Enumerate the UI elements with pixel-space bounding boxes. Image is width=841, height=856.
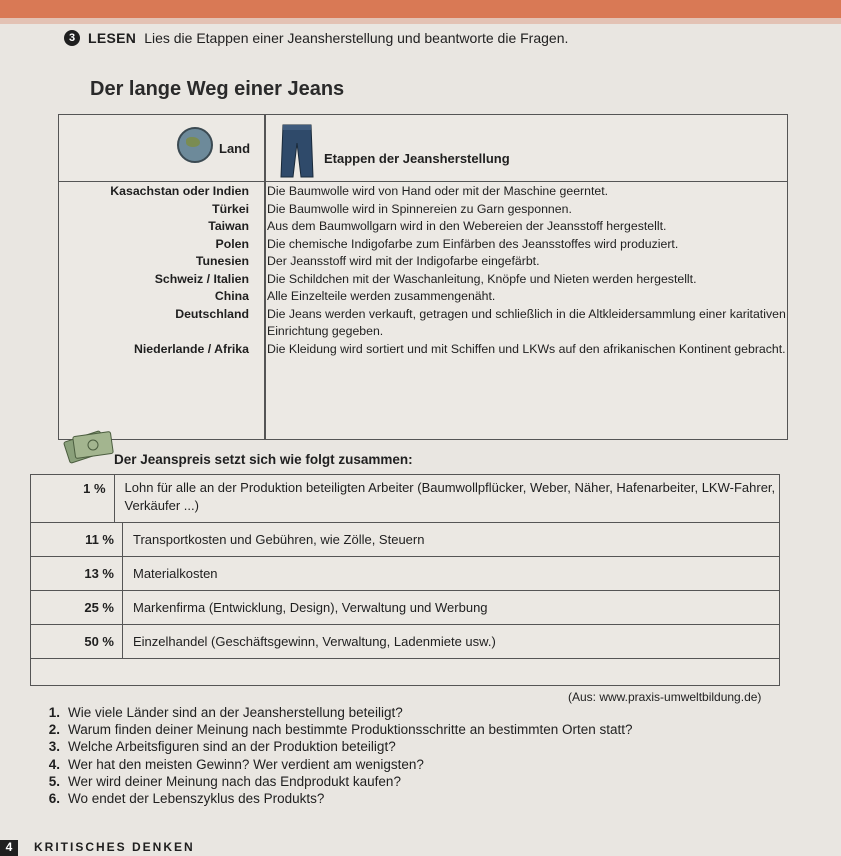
price-row <box>31 557 779 591</box>
price-source: (Aus: www.praxis-umweltbildung.de) <box>568 690 762 704</box>
stage-description: Die Jeans werden verkauft, getragen und schließlich in die Altkleidersammlung einer karitativen Einrichtung gegeben. <box>267 306 786 338</box>
question-number: 5. <box>48 773 60 789</box>
stage-row <box>59 253 787 271</box>
task-instruction: Lies die Etappen einer Jeansherstellung und beantworte die Fragen. <box>144 30 569 46</box>
stage-country: Kasachstan oder Indien <box>110 184 249 198</box>
stage-description: Die Kleidung wird sortiert und mit Schiffen und LKWs auf den afrikanischen Kontinent gebracht. <box>267 341 786 356</box>
top-color-band <box>0 0 841 18</box>
price-text: Lohn für alle an der Produktion beteiligten Arbeiter (Baumwollpflücker, Weber, Näher, Hafenarbeiter, LKW-Fahrer, Verkäufer ...) <box>124 480 776 513</box>
stage-row <box>59 306 787 341</box>
stage-row <box>59 236 787 254</box>
stage-row <box>59 341 787 359</box>
stage-description: Die Schildchen mit der Waschanleitung, Knöpfe und Nieten werden hergestellt. <box>267 271 697 286</box>
globe-icon <box>177 127 213 163</box>
price-percent: 11 % <box>31 523 123 556</box>
price-row <box>31 591 779 625</box>
question-item <box>44 773 633 790</box>
question-text: Wer hat den meisten Gewinn? Wer verdient am wenigsten? <box>68 756 424 772</box>
question-item <box>44 790 633 807</box>
question-text: Warum finden deiner Meinung nach bestimmte Produktionsschritte an bestimmten Orten statt? <box>68 722 633 738</box>
price-text: Materialkosten <box>133 566 218 581</box>
stage-description: Die Baumwolle wird von Hand oder mit der Maschine geerntet. <box>267 184 609 198</box>
stage-country: Polen <box>215 236 249 251</box>
price-title: Der Jeanspreis setzt sich wie folgt zusammen: <box>114 452 413 467</box>
question-text: Wo endet der Lebenszyklus des Produkts? <box>68 791 325 807</box>
price-text: Transportkosten und Gebühren, wie Zölle, Steuern <box>133 532 425 547</box>
price-text: Markenfirma (Entwicklung, Design), Verwaltung und Werbung <box>133 600 488 615</box>
task-header <box>64 30 568 46</box>
question-text: Welche Arbeitsfiguren sind an der Produktion beteiligt? <box>68 739 396 755</box>
stage-country: China <box>214 289 249 303</box>
question-item <box>44 738 633 755</box>
question-text: Wer wird deiner Meinung nach das Endprodukt kaufen? <box>68 773 401 789</box>
question-item <box>44 704 633 721</box>
stage-country: Türkei <box>212 201 249 216</box>
header-etappen: Etappen der Jeansherstellung <box>324 151 510 166</box>
question-number: 3. <box>48 739 60 755</box>
price-row <box>31 625 779 659</box>
stage-description: Der Jeansstoff wird mit der Indigofarbe eingefärbt. <box>267 254 540 268</box>
stage-country: Schweiz / Italien <box>154 271 249 286</box>
questions-list <box>44 704 633 807</box>
price-percent: 13 % <box>31 557 123 590</box>
task-keyword: LESEN <box>88 30 137 46</box>
question-item <box>44 721 633 738</box>
question-number: 2. <box>48 722 60 738</box>
question-text: Wie viele Länder sind an der Jeansherstellung beteiligt? <box>68 705 403 720</box>
stage-row <box>59 288 787 306</box>
price-text: Einzelhandel (Geschäftsgewinn, Verwaltung, Ladenmiete usw.) <box>133 634 496 649</box>
header-land: Land <box>219 141 251 156</box>
stage-country: Deutschland <box>175 306 249 321</box>
question-number: 4. <box>48 756 60 772</box>
page-title: Der lange Weg einer Jeans <box>90 78 345 100</box>
stage-country: Tunesien <box>195 254 249 268</box>
stage-country: Taiwan <box>208 219 249 233</box>
question-number: 1. <box>48 705 60 720</box>
stages-table <box>58 114 788 440</box>
stage-row <box>59 218 787 236</box>
price-table <box>30 474 780 686</box>
stages-table-header <box>59 115 787 182</box>
price-row <box>31 475 779 523</box>
question-item <box>44 756 633 773</box>
stage-description: Die Baumwolle wird in Spinnereien zu Garn gesponnen. <box>267 201 572 216</box>
stage-country: Niederlande / Afrika <box>133 341 249 356</box>
price-percent: 25 % <box>31 591 123 624</box>
stage-description: Die chemische Indigofarbe zum Einfärben des Jeansstoffes wird produziert. <box>267 236 679 251</box>
stage-description: Aus dem Baumwollgarn wird in den Webereien der Jeansstoff hergestellt. <box>267 219 667 233</box>
jeans-icon <box>279 123 315 179</box>
price-row <box>31 523 779 557</box>
stage-description: Alle Einzelteile werden zusammengenäht. <box>267 289 496 303</box>
stage-row <box>59 183 787 201</box>
stage-row <box>59 201 787 219</box>
top-color-band-light <box>0 18 841 24</box>
money-icon <box>62 424 116 464</box>
question-number: 6. <box>48 791 60 807</box>
next-section-label: KRITISCHES DENKEN <box>34 840 195 854</box>
stage-row <box>59 271 787 289</box>
task-number-badge: 3 <box>64 30 80 46</box>
stage-rows <box>59 183 787 358</box>
price-percent: 50 % <box>31 625 123 658</box>
next-section-number: 4 <box>0 840 18 856</box>
price-percent: 1 % <box>31 475 115 522</box>
